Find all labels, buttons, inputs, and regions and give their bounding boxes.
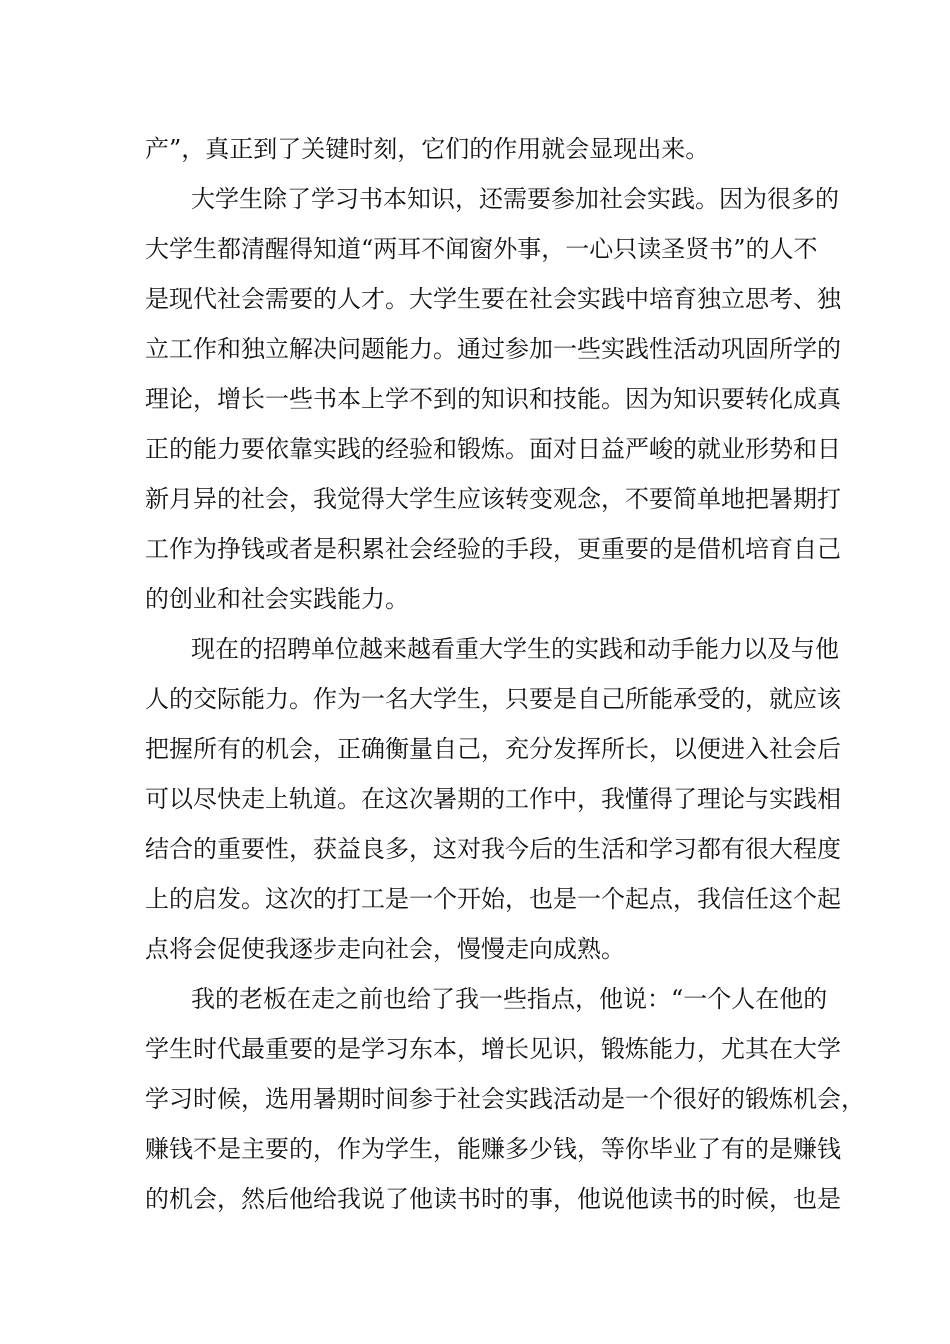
text-line: 学习时候，选用暑期时间参于社会实践活动是一个很好的锻炼机会， xyxy=(145,1085,865,1113)
text-line: 上的启发。这次的打工是一个开始，也是一个起点，我信任这个起 xyxy=(145,885,841,913)
body-text xyxy=(145,124,865,1224)
text-line: 产”，真正到了关键时刻，它们的作用就会显现出来。 xyxy=(145,135,710,163)
text-line: 人的交际能力。作为一名大学生，只要是自己所能承受的，就应该 xyxy=(145,685,841,713)
text-line: 结合的重要性，获益良多，这对我今后的生活和学习都有很大程度 xyxy=(145,835,841,863)
text-line: 的机会，然后他给我说了他读书时的事，他说他读书的时候，也是 xyxy=(145,1185,841,1213)
text-line: 把握所有的机会，正确衡量自己，充分发挥所长，以便进入社会后 xyxy=(145,735,841,763)
text-line: 理论，增长一些书本上学不到的知识和技能。因为知识要转化成真 xyxy=(145,385,841,413)
text-line: 点将会促使我逐步走向社会，慢慢走向成熟。 xyxy=(145,935,625,963)
text-line: 学生时代最重要的是学习东本，增长见识，锻炼能力，尤其在大学 xyxy=(145,1035,841,1063)
text-line: 我的老板在走之前也给了我一些指点，他说：“一个人在他的 xyxy=(191,985,828,1013)
text-line: 现在的招聘单位越来越看重大学生的实践和动手能力以及与他 xyxy=(191,635,839,663)
text-line: 正的能力要依靠实践的经验和锻炼。面对日益严峻的就业形势和日 xyxy=(145,435,841,463)
text-line: 是现代社会需要的人才。大学生要在社会实践中培育独立思考、独 xyxy=(145,285,841,313)
text-line: 大学生都清醒得知道“两耳不闻窗外事，一心只读圣贤书”的人不 xyxy=(145,235,818,263)
text-line: 工作为挣钱或者是积累社会经验的手段，更重要的是借机培育自己 xyxy=(145,535,841,563)
text-line: 赚钱不是主要的，作为学生，能赚多少钱，等你毕业了有的是赚钱 xyxy=(145,1135,841,1163)
text-line: 大学生除了学习书本知识，还需要参加社会实践。因为很多的 xyxy=(191,185,839,213)
text-line: 的创业和社会实践能力。 xyxy=(145,585,409,613)
text-line: 新月异的社会，我觉得大学生应该转变观念，不要简单地把暑期打 xyxy=(145,485,841,513)
text-line: 可以尽快走上轨道。在这次暑期的工作中，我懂得了理论与实践相 xyxy=(145,785,841,813)
text-line: 立工作和独立解决问题能力。通过参加一些实践性活动巩固所学的 xyxy=(145,335,841,363)
